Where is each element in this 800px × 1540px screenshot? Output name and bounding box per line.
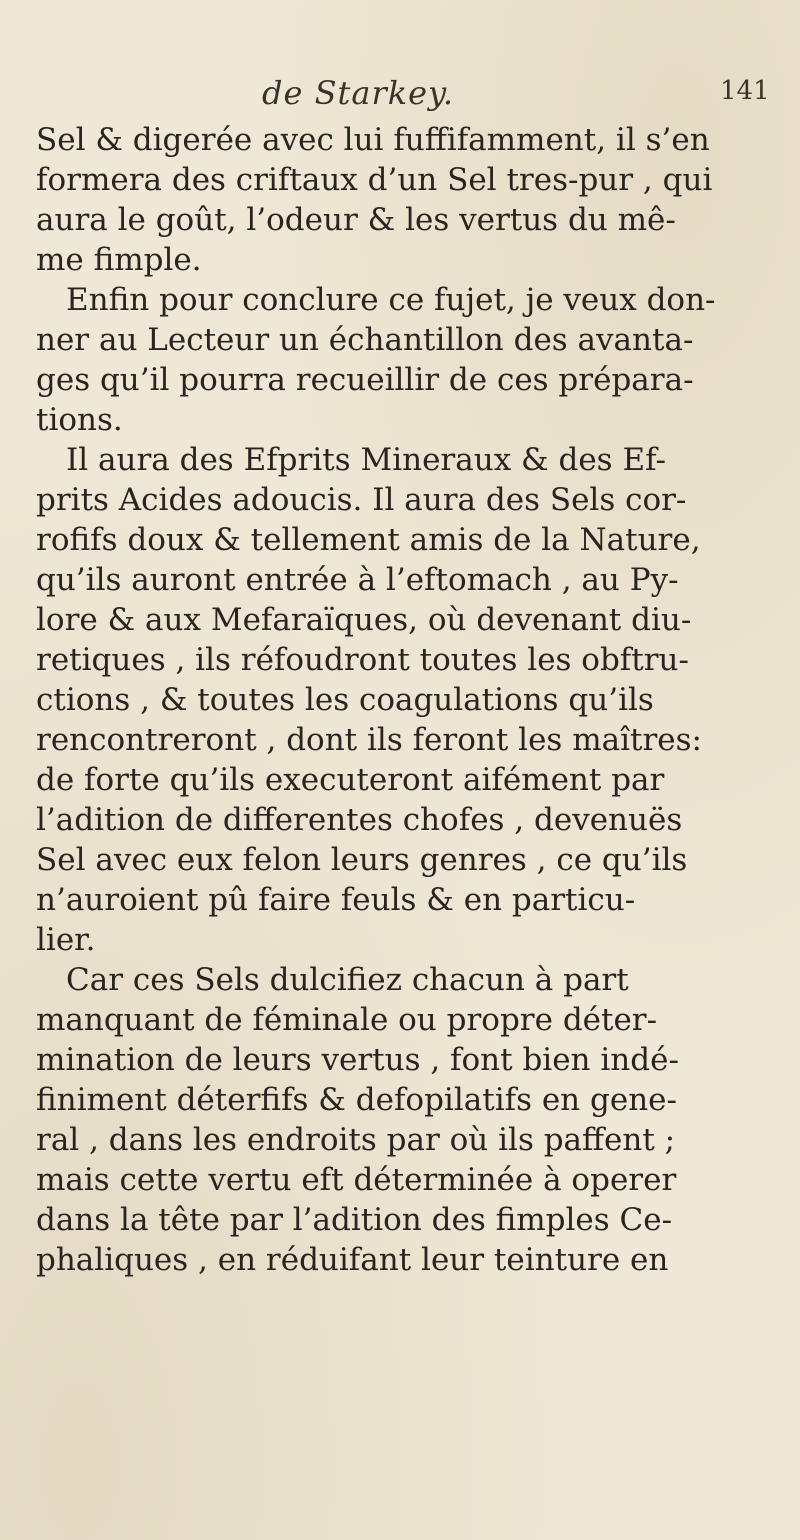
text-line: ctions , & toutes les coagulations qu’ils: [36, 682, 654, 718]
text-line: mais cette vertu eft déterminée à operer: [36, 1162, 677, 1198]
text-line: Il aura des Efprits Mineraux & des Ef-: [66, 442, 666, 478]
text-line: qu’ils auront entrée à l’eftomach , au Py-: [36, 562, 679, 598]
text-line: ral , dans les endroits par où ils paffent ;: [36, 1122, 676, 1158]
text-line: aura le goût, l’odeur & les vertus du mê-: [36, 202, 676, 238]
text-line: de forte qu’ils executeront aifément par: [36, 762, 665, 798]
text-line: ges qu’il pourra recueillir de ces prépara-: [36, 362, 694, 398]
text-line: phaliques , en réduifant leur teinture en: [36, 1242, 669, 1278]
page-number: 141: [720, 76, 770, 106]
text-line: formera des criftaux d’un Sel tres-pur , qui: [36, 162, 713, 198]
text-line: Sel & digerée avec lui fuffifamment, il s’en: [36, 122, 710, 158]
text-line: lier.: [36, 922, 96, 958]
text-line: mination de leurs vertus , font bien indé-: [36, 1042, 679, 1078]
text-line: tions.: [36, 402, 123, 438]
text-line: rofifs doux & tellement amis de la Nature,: [36, 522, 701, 558]
text-line: Sel avec eux felon leurs genres , ce qu’ils: [36, 842, 688, 878]
text-line: rencontreront , dont ils feront les maîtres:: [36, 722, 702, 758]
text-line: ner au Lecteur un échantillon des avanta-: [36, 322, 694, 358]
text-line: Car ces Sels dulcifiez chacun à part: [66, 962, 629, 998]
body-text: [22, 120, 792, 1280]
text-line: retiques , ils réfoudront toutes les obftru-: [36, 642, 689, 678]
text-line: finiment déterfifs & defopilatifs en gene-: [36, 1082, 677, 1118]
text-line: prits Acides adoucis. Il aura des Sels cor-: [36, 482, 687, 518]
text-line: dans la tête par l’adition des fimples Ce-: [36, 1202, 673, 1238]
text-line: n’auroient pû faire feuls & en particu-: [36, 882, 636, 918]
text-line: Enfin pour conclure ce fujet, je veux don-: [66, 282, 716, 318]
text-line: manquant de féminale ou propre déter-: [36, 1002, 658, 1038]
page-header: [0, 70, 800, 120]
text-line: me fimple.: [36, 242, 202, 278]
text-line: lore & aux Mefaraïques, où devenant diu-: [36, 602, 692, 638]
running-head: de Starkey.: [262, 74, 455, 112]
text-line: l’adition de differentes chofes , devenuës: [36, 802, 683, 838]
